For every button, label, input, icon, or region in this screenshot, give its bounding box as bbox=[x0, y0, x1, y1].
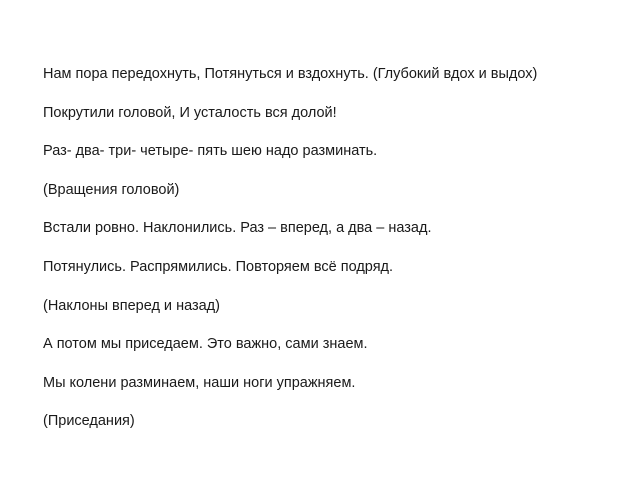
text-line-9: Мы колени разминаем, наши ноги упражняем. bbox=[43, 374, 356, 391]
text-line-4: (Вращения головой) bbox=[43, 181, 180, 198]
text-line-6: Потянулись. Распрямились. Повторяем всё подряд. bbox=[43, 258, 394, 275]
exercise-text bbox=[43, 64, 633, 450]
text-line-8: А потом мы приседаем. Это важно, сами знаем. bbox=[43, 336, 368, 353]
text-line-5: Встали ровно. Наклонились. Раз – вперед, а два – назад. bbox=[43, 220, 432, 237]
text-line-10: (Приседания) bbox=[43, 413, 135, 430]
text-line-3: Раз- два- три- четыре- пять шею надо разминать. bbox=[43, 143, 378, 160]
text-line-7: (Наклоны вперед и назад) bbox=[43, 297, 220, 314]
text-line-1: Нам пора передохнуть, Потянуться и вздохнуть. (Глубокий вдох и выдох) bbox=[43, 66, 538, 82]
text-line-2: Покрутили головой, И усталость вся долой! bbox=[43, 104, 337, 121]
